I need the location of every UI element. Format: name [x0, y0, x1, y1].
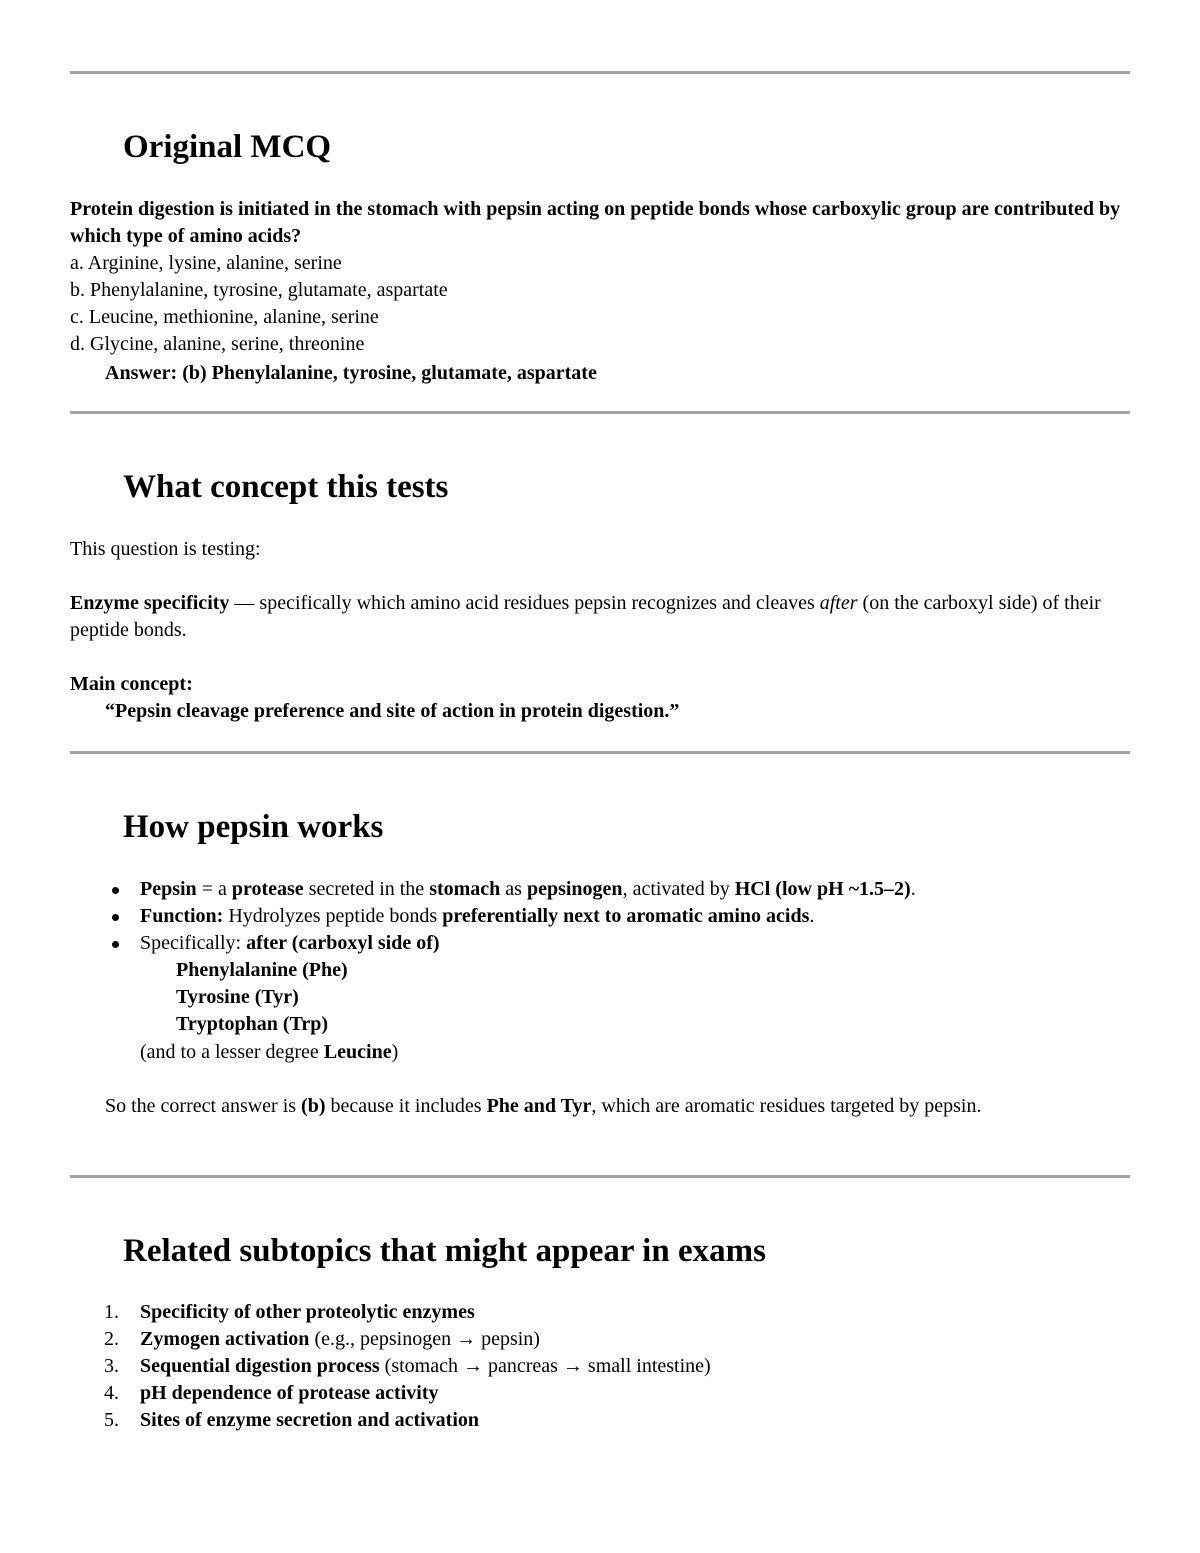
text-run: . [809, 905, 815, 927]
text-hcl: HCl (low pH ~1.5–2) [734, 878, 911, 900]
text-pepsinogen: pepsinogen [526, 878, 623, 900]
text-stomach: stomach [429, 878, 501, 900]
residue-phe: Phenylalanine (Phe) [176, 959, 348, 981]
list-number: 5. [104, 1409, 119, 1431]
item-bold: Specificity of other proteolytic enzymes [140, 1301, 475, 1323]
text-phe-tyr: Phe and Tyr [486, 1095, 592, 1117]
list-item [70, 1407, 1130, 1434]
pepsin-conclusion [70, 1093, 1130, 1120]
related-block [70, 1299, 1130, 1434]
mcq-question: Protein digestion is initiated in the stomach with pepsin acting on peptide bonds whose carboxylic group are contributed by which type of amino acids? [70, 198, 1121, 247]
mcq-option-b: b. Phenylalanine, tyrosine, glutamate, aspartate [70, 279, 448, 301]
text-run: because it includes [325, 1095, 487, 1117]
list-item [70, 1299, 1130, 1326]
section-divider [70, 411, 1130, 414]
mcq-option-a: a. Arginine, lysine, alanine, serine [70, 252, 342, 274]
text-run: Specifically: [140, 932, 247, 954]
text-pepsin: Pepsin [140, 878, 197, 900]
text-run: So the correct answer is [105, 1095, 302, 1117]
section-divider [70, 751, 1130, 754]
text-run: = a [196, 878, 232, 900]
concept-main-quote: “Pepsin cleavage preference and site of action in protein digestion.” [105, 700, 680, 722]
text-run: . [910, 878, 916, 900]
pepsin-bullet-list [70, 876, 1130, 957]
bullet-icon [112, 941, 119, 948]
heading-how-pepsin-works: How pepsin works [123, 809, 384, 845]
mcq-option-c: c. Leucine, methionine, alanine, serine [70, 306, 379, 328]
item-rest: (stomach → pancreas → small intestine) [379, 1355, 711, 1377]
list-item [70, 903, 1130, 930]
bullet-icon [112, 887, 119, 894]
text-run: as [500, 878, 527, 900]
item-bold: Sites of enzyme secretion and activation [140, 1409, 480, 1431]
list-item [70, 1380, 1130, 1407]
related-numbered-list [70, 1299, 1130, 1434]
item-bold: Sequential digestion process [140, 1355, 380, 1377]
concept-block [70, 536, 1130, 725]
concept-spec-text2: (on the carboxyl side) of their peptide bonds. [70, 592, 1101, 641]
mcq-block [70, 196, 1130, 387]
concept-spec-bold: Enzyme specificity [70, 592, 230, 614]
heading-original-mcq: Original MCQ [123, 129, 332, 165]
concept-specificity [70, 590, 1130, 644]
mcq-answer: Answer: (b) Phenylalanine, tyrosine, glutamate, aspartate [105, 362, 597, 384]
text-run: Hydrolyzes peptide bonds [223, 905, 443, 927]
text-run: , which are aromatic residues targeted by pepsin. [591, 1095, 982, 1117]
pepsin-block [70, 876, 1130, 1120]
list-number: 2. [104, 1328, 119, 1350]
residue-tyr: Tyrosine (Tyr) [176, 986, 299, 1008]
text-run: , activated by [622, 878, 735, 900]
list-item [70, 1353, 1130, 1380]
concept-spec-italic: after [819, 592, 858, 614]
text-run: ) [391, 1041, 399, 1063]
list-number: 1. [104, 1301, 119, 1323]
item-bold: Zymogen activation [140, 1328, 310, 1350]
bullet-icon [112, 914, 119, 921]
list-item [70, 1326, 1130, 1353]
section-divider [70, 1175, 1130, 1178]
text-after-carboxyl: after (carboxyl side of) [246, 932, 440, 954]
text-run: (and to a lesser degree [140, 1041, 324, 1063]
text-leucine: Leucine [323, 1041, 392, 1063]
text-run: secreted in the [303, 878, 430, 900]
list-item [70, 930, 1130, 957]
text-function-label: Function: [140, 905, 224, 927]
heading-concept: What concept this tests [123, 469, 449, 505]
item-bold: pH dependence of protease activity [140, 1382, 439, 1404]
residue-trp: Tryptophan (Trp) [176, 1013, 329, 1035]
text-answer-b: (b) [301, 1095, 326, 1117]
text-protease: protease [231, 878, 304, 900]
section-divider [70, 71, 1130, 74]
concept-intro: This question is testing: [70, 538, 261, 560]
concept-main-label: Main concept: [70, 673, 193, 695]
lesser-degree-line [70, 1039, 1130, 1066]
mcq-option-d: d. Glycine, alanine, serine, threonine [70, 333, 365, 355]
text-aromatic: preferentially next to aromatic amino acids [442, 905, 810, 927]
list-number: 4. [104, 1382, 119, 1404]
list-item [70, 876, 1130, 903]
heading-related-subtopics: Related subtopics that might appear in exams [123, 1233, 766, 1269]
concept-spec-text1: — specifically which amino acid residues pepsin recognizes and cleaves [229, 592, 820, 614]
item-rest: (e.g., pepsinogen → pepsin) [309, 1328, 540, 1350]
list-number: 3. [104, 1355, 119, 1377]
